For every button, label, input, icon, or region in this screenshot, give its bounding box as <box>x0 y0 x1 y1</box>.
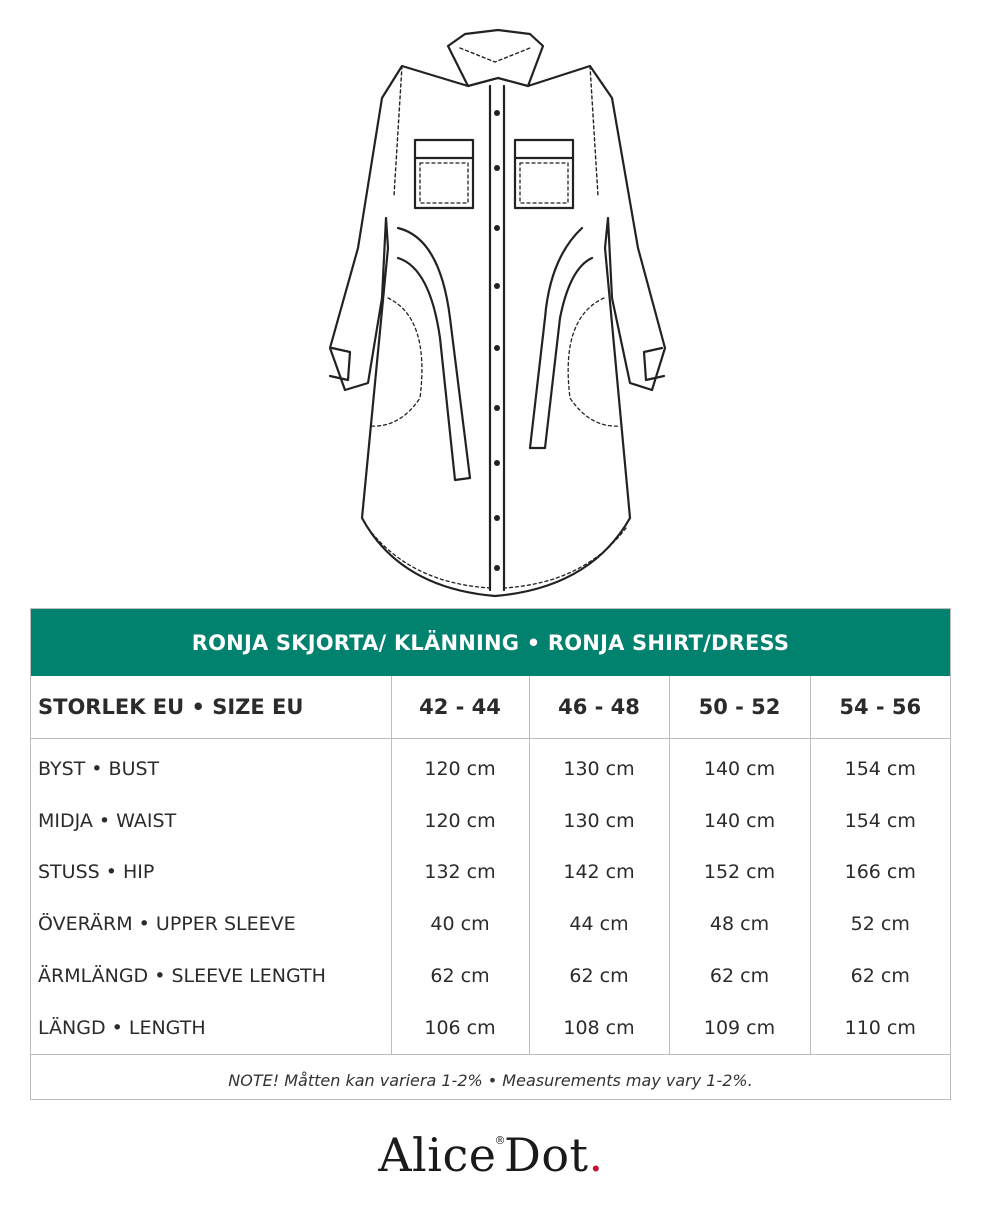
brand-logo <box>0 1128 982 1182</box>
table-row <box>31 1002 950 1054</box>
chart-title: RONJA SKJORTA/ KLÄNNING • RONJA SHIRT/DRESS <box>31 609 950 676</box>
table-cell: 40 cm <box>391 898 529 950</box>
table-cell: 108 cm <box>529 1002 669 1054</box>
table-cell: 62 cm <box>391 950 529 1002</box>
measurement-note: NOTE! Måtten kan variera 1-2% • Measurements may vary 1-2%. <box>31 1054 950 1106</box>
table-cell: 120 cm <box>391 795 529 847</box>
table-cell: 62 cm <box>529 950 669 1002</box>
size-table <box>31 676 950 1106</box>
table-cell: 44 cm <box>529 898 669 950</box>
table-row <box>31 739 950 795</box>
table-cell: 154 cm <box>844 809 916 832</box>
table-cell: 62 cm <box>850 965 910 988</box>
table-cell: 130 cm <box>529 739 669 795</box>
table-cell: 110 cm <box>844 1016 916 1039</box>
row-label: ÖVERÄRM • UPPER SLEEVE <box>31 898 391 950</box>
logo-part-alice: Alice <box>378 1128 497 1182</box>
header-row <box>31 676 950 739</box>
size-header: 46 - 48 <box>529 676 669 739</box>
table-row <box>31 898 950 950</box>
row-label: LÄNGD • LENGTH <box>31 1002 391 1054</box>
table-row <box>31 950 950 1002</box>
table-cell: 142 cm <box>529 847 669 899</box>
table-cell: 140 cm <box>669 739 810 795</box>
row-label: STUSS • HIP <box>31 847 391 899</box>
table-cell: 154 cm <box>844 757 916 780</box>
size-header-label: STORLEK EU • SIZE EU <box>31 676 391 739</box>
table-cell: 132 cm <box>391 847 529 899</box>
table-cell: 109 cm <box>669 1002 810 1054</box>
shirt-dress-drawing <box>290 18 690 608</box>
row-label: MIDJA • WAIST <box>31 795 391 847</box>
table-cell: 120 cm <box>391 739 529 795</box>
table-row <box>31 795 950 847</box>
table-cell: 52 cm <box>850 913 910 936</box>
registered-mark: ® <box>494 1134 506 1147</box>
table-cell: 106 cm <box>391 1002 529 1054</box>
logo-red-dot: . <box>588 1128 604 1182</box>
note-row <box>31 1054 950 1106</box>
table-cell: 152 cm <box>669 847 810 899</box>
row-label: BYST • BUST <box>31 739 391 795</box>
table-row <box>31 847 950 899</box>
logo-part-dot: Dot <box>503 1128 589 1182</box>
table-cell: 62 cm <box>669 950 810 1002</box>
table-cell: 48 cm <box>669 898 810 950</box>
table-cell: 166 cm <box>844 861 916 884</box>
size-header: 50 - 52 <box>669 676 810 739</box>
size-chart <box>30 608 951 1100</box>
size-header: 42 - 44 <box>391 676 529 739</box>
table-cell: 130 cm <box>529 795 669 847</box>
table-cell: 140 cm <box>669 795 810 847</box>
row-label: ÄRMLÄNGD • SLEEVE LENGTH <box>31 950 391 1002</box>
size-header: 54 - 56 <box>810 676 950 739</box>
